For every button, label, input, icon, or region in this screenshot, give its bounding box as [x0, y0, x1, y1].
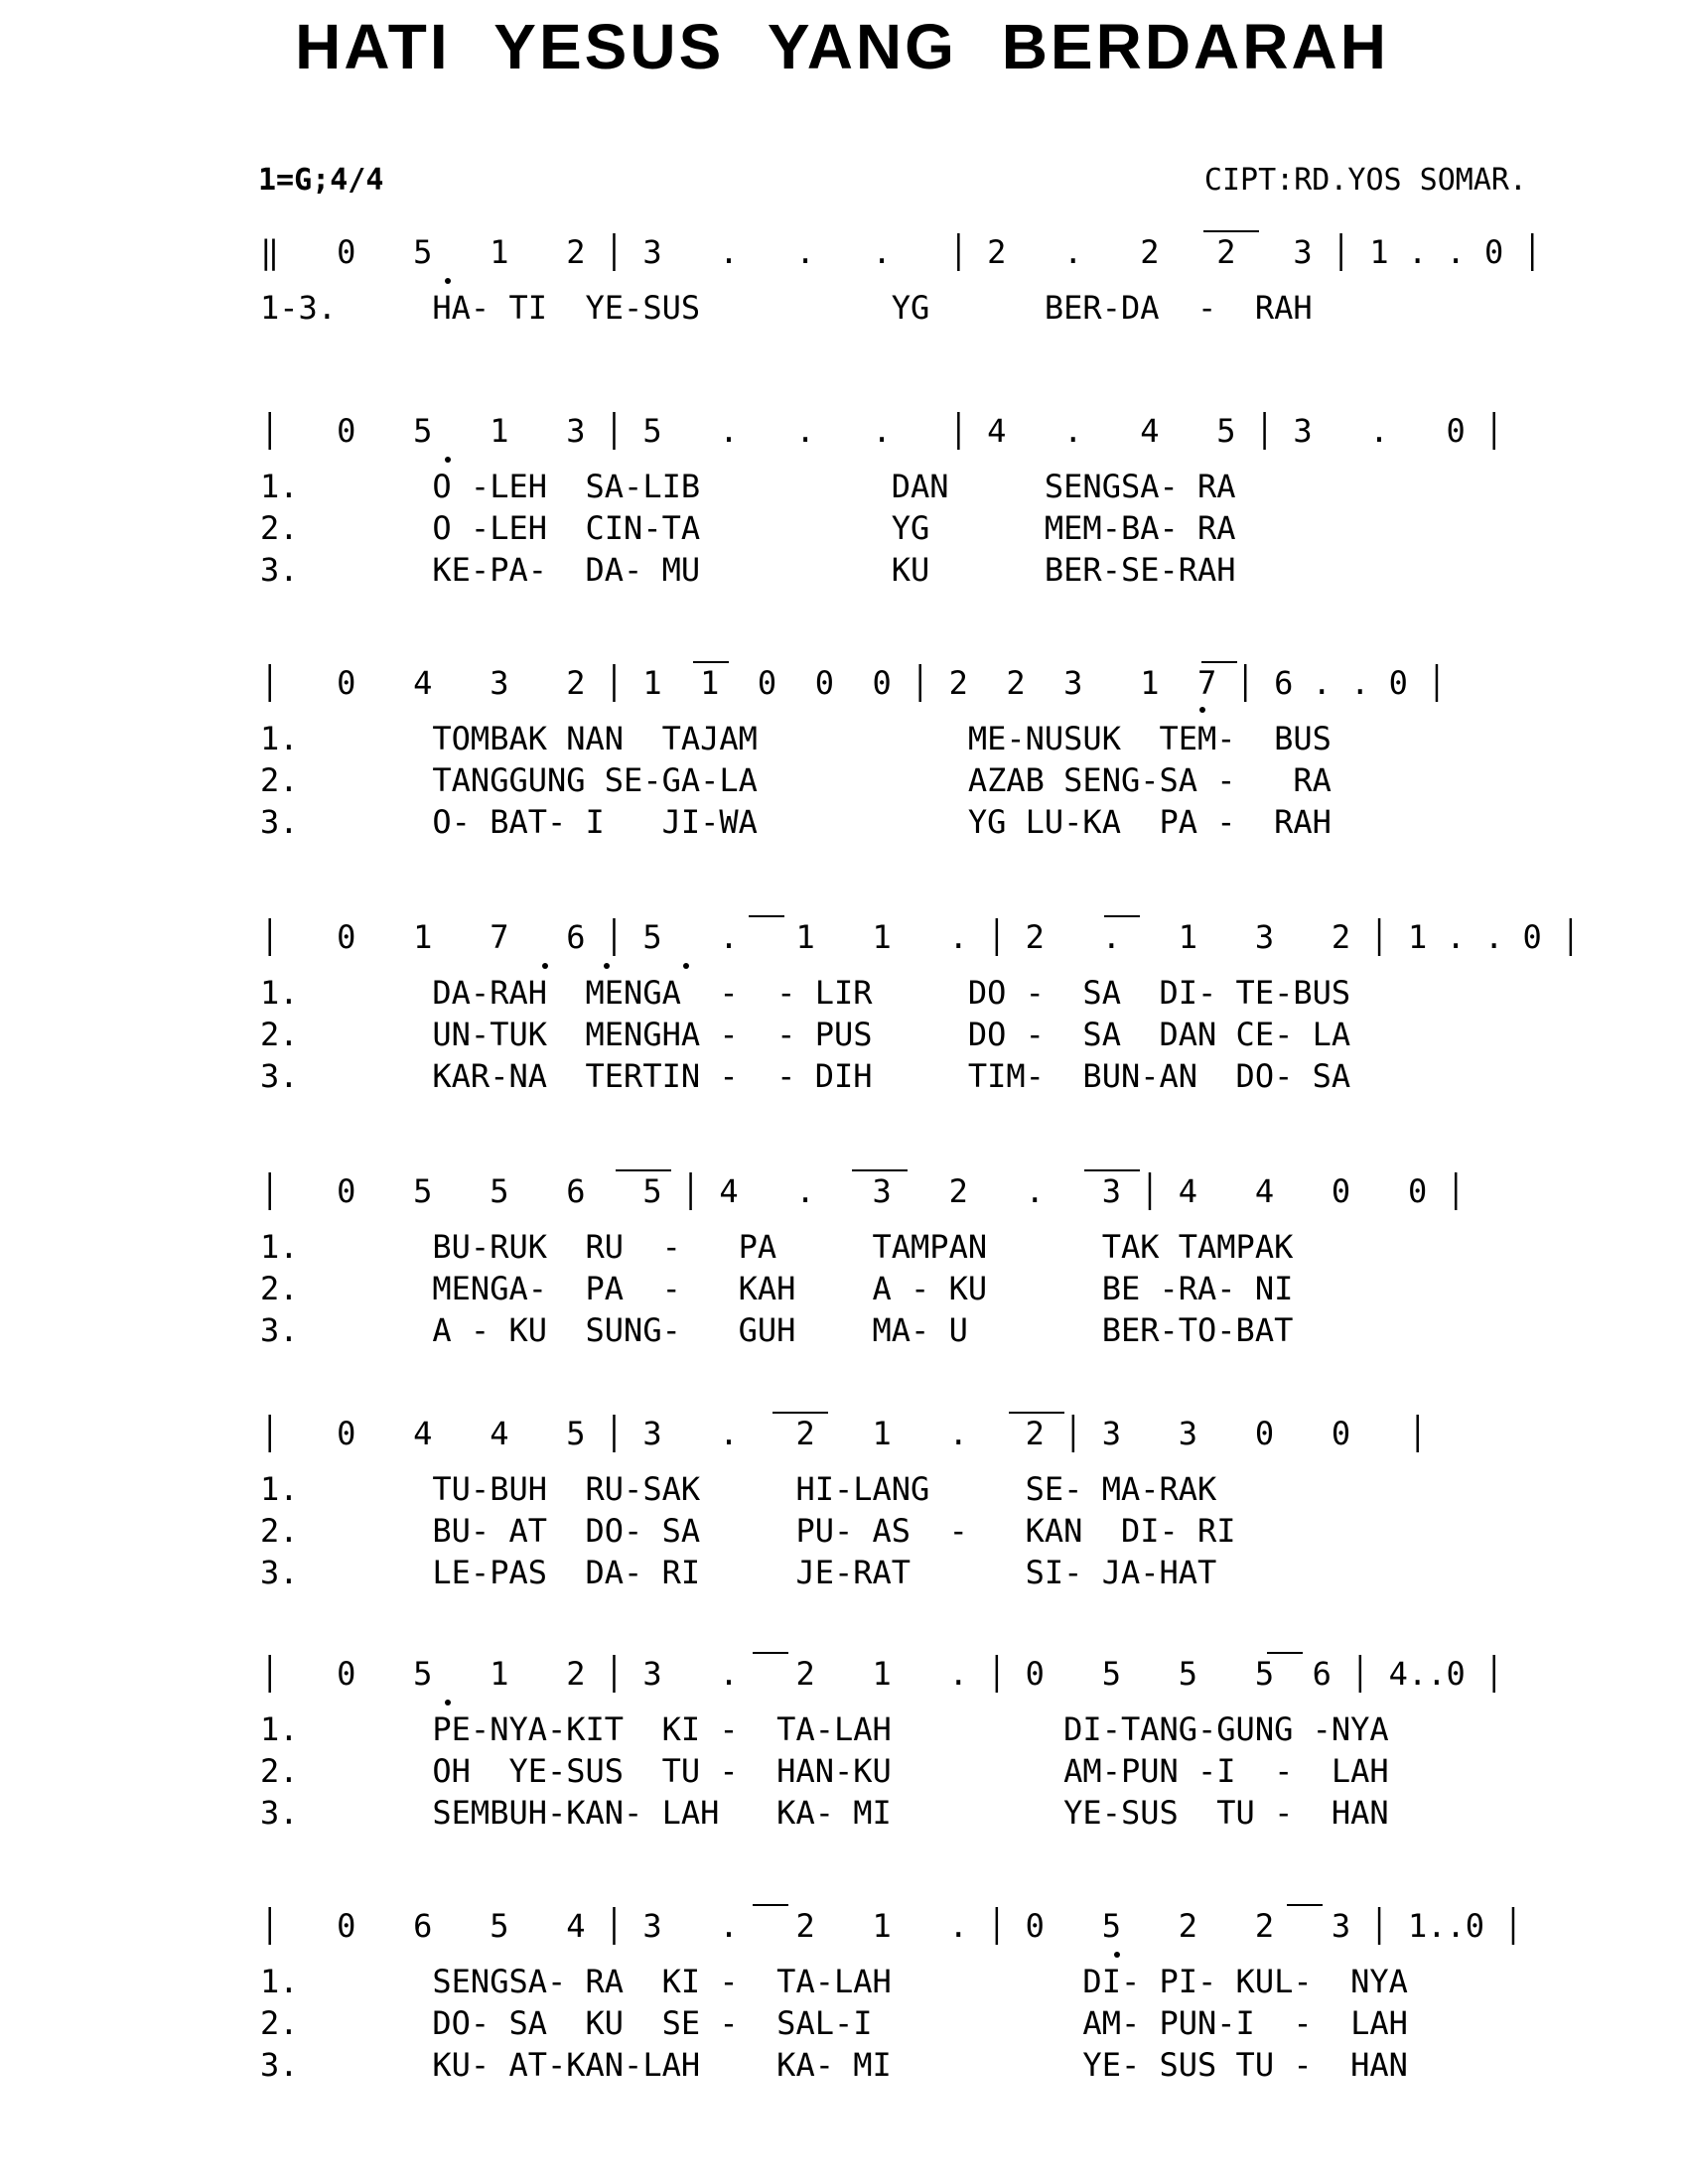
lower-octave-dot [542, 963, 548, 969]
lyric-line: 2. UN-TUK MENGHA - - PUS DO - SA DAN CE- LA [260, 1016, 1351, 1053]
tie-line [1287, 1904, 1323, 1906]
notes-line: │ 0 6 5 4 │ 3 . 2 1 . │ 0 5 2 2 3 │ 1..0 │ [260, 1907, 1523, 1945]
lyric-line: 1. PE-NYA-KIT KI - TA-LAH DI-TANG-GUNG -NYA [260, 1710, 1389, 1748]
lyric-line: 1. BU-RUK RU - PA TAMPAN TAK TAMPAK [260, 1228, 1294, 1266]
notes-line: │ 0 5 5 6 5 │ 4 . 3 2 . 3 │ 4 4 0 0 │ [260, 1172, 1466, 1210]
lyric-line: 1. SENGSA- RA KI - TA-LAH DI- PI- KUL- NYA [260, 1963, 1408, 2000]
notes-line: ‖ 0 5 1 2 │ 3 . . . │ 2 . 2 2 3 │ 1 . . 0 │ [260, 233, 1542, 271]
key-signature: 1=G;4/4 [258, 163, 384, 198]
tie-line [753, 1652, 788, 1654]
lyric-line: 2. MENGA- PA - KAH A - KU BE -RA- NI [260, 1270, 1294, 1307]
tie-line [1084, 1169, 1140, 1171]
song-title: HATI YESUS YANG BERDARAH [295, 11, 1389, 82]
lyric-line: 3. KAR-NA TERTIN - - DIH TIM- BUN-AN DO- SA [260, 1057, 1351, 1095]
lyric-line: 2. BU- AT DO- SA PU- AS - KAN DI- RI [260, 1512, 1236, 1550]
lower-octave-dot [445, 457, 451, 463]
lower-octave-dot [604, 963, 610, 969]
lyric-line: 1. TU-BUH RU-SAK HI-LANG SE- MA-RAK [260, 1470, 1217, 1508]
lower-octave-dot [683, 963, 689, 969]
tie-line [749, 915, 784, 917]
notes-line: │ 0 1 7 6 │ 5 . 1 1 . │ 2 . 1 3 2 │ 1 . . 0 │ [260, 918, 1581, 956]
notes-line: │ 0 4 3 2 │ 1 1 0 0 0 │ 2 2 3 1 7 │ 6 . . 0 │ [260, 664, 1447, 702]
tie-line [616, 1169, 671, 1171]
lyric-line: 1. TOMBAK NAN TAJAM ME-NUSUK TEM- BUS [260, 720, 1332, 757]
tie-line [1201, 661, 1237, 663]
notes-line: │ 0 5 1 3 │ 5 . . . │ 4 . 4 5 │ 3 . 0 │ [260, 412, 1504, 450]
lyric-line: 3. O- BAT- I JI-WA YG LU-KA PA - RAH [260, 803, 1332, 841]
tie-line [1009, 1412, 1064, 1414]
lyric-line: 2. DO- SA KU SE - SAL-I AM- PUN-I - LAH [260, 2004, 1408, 2042]
lyric-line: 2. TANGGUNG SE-GA-LA AZAB SENG-SA - RA [260, 761, 1332, 799]
lower-octave-dot [445, 278, 451, 284]
tie-line [772, 1412, 828, 1414]
lyric-line: 1-3. HA- TI YE-SUS YG BER-DA - RAH [260, 289, 1313, 327]
notes-line: │ 0 5 1 2 │ 3 . 2 1 . │ 0 5 5 5 6 │ 4..0 │ [260, 1655, 1504, 1693]
lyric-line: 2. OH YE-SUS TU - HAN-KU AM-PUN -I - LAH [260, 1752, 1389, 1790]
lyric-line: 3. KU- AT-KAN-LAH KA- MI YE- SUS TU - HAN [260, 2046, 1408, 2084]
lower-octave-dot [1114, 1952, 1120, 1958]
tie-line [852, 1169, 908, 1171]
lyric-line: 1. DA-RAH MENGA - - LIR DO - SA DI- TE-BUS [260, 974, 1351, 1012]
lyric-line: 1. O -LEH SA-LIB DAN SENGSA- RA [260, 468, 1236, 505]
tie-line [1104, 915, 1140, 917]
tie-line [753, 1904, 788, 1906]
lyric-line: 3. SEMBUH-KAN- LAH KA- MI YE-SUS TU - HAN [260, 1794, 1389, 1832]
tie-line [693, 661, 729, 663]
tie-line [1267, 1652, 1303, 1654]
lower-octave-dot [1199, 707, 1205, 713]
composer-credit: CIPT:RD.YOS SOMAR. [1203, 163, 1527, 198]
lower-octave-dot [445, 1700, 451, 1706]
tie-line [1203, 230, 1259, 232]
lyric-line: 3. LE-PAS DA- RI JE-RAT SI- JA-HAT [260, 1554, 1217, 1591]
notes-line: │ 0 4 4 5 │ 3 . 2 1 . 2 │ 3 3 0 0 │ [260, 1415, 1428, 1452]
lyric-line: 3. A - KU SUNG- GUH MA- U BER-TO-BAT [260, 1311, 1294, 1349]
lyric-line: 2. O -LEH CIN-TA YG MEM-BA- RA [260, 509, 1236, 547]
lyric-line: 3. KE-PA- DA- MU KU BER-SE-RAH [260, 551, 1236, 589]
